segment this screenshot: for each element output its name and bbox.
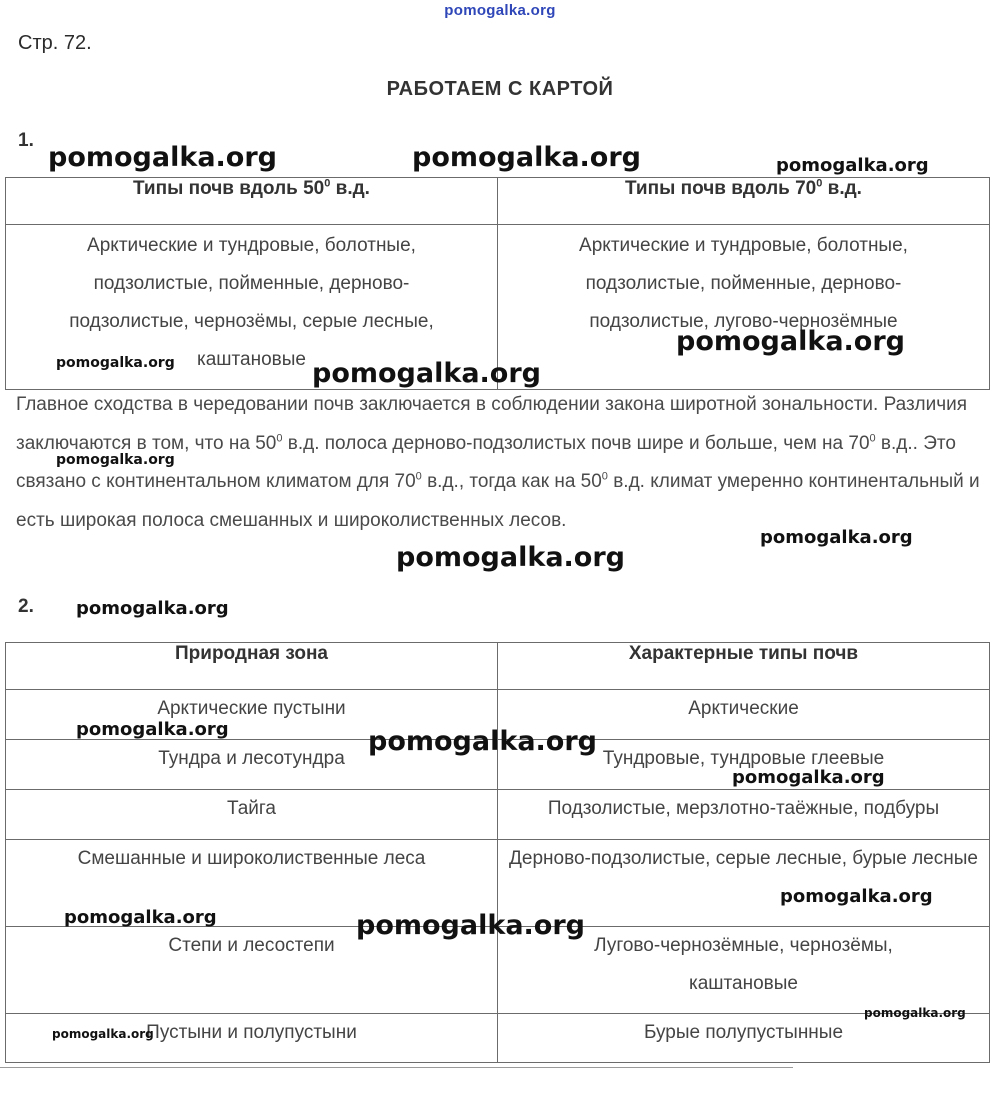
soils-cell: Дерново-подзолистые, серые лесные, бурые лесные: [498, 840, 990, 927]
soils-70-cell: Арктические и тундровые, болотные, подзолистые, пойменные, дерново-подзолистые, лугово-чернозёмные: [498, 225, 990, 390]
comparison-paragraph: Главное сходства в чередовании почв заключается в соблюдении закона широтной зональности. Различия заключаются в том, что на $50^0$ в.д. полоса дерново-подзолистых почв шире и больше, чем на $70^0$ в.д.. Это связано с континентальном климатом для $70^0$ в.д., тогда как на $50^0$ в.д. климат умеренно континентальный и есть широкая полоса смешанных и широколиственных лесов.: [16, 394, 980, 531]
header-soil-types: Характерные типы почв: [498, 643, 990, 690]
header-50-longitude: Типы почв вдоль $50^0$ в.д.: [6, 178, 498, 225]
watermark: pomogalka.org: [356, 910, 585, 941]
watermark: pomogalka.org: [864, 1006, 966, 1020]
soils-50-cell: Арктические и тундровые, болотные, подзолистые, пойменные, дерново-подзолистые, чернозёмы, серые лесные, каштановые: [6, 225, 498, 390]
watermark: pomogalka.org: [676, 326, 905, 357]
soils-cell: Тундровые, тундровые глеевые: [498, 740, 990, 790]
zone-cell: Степи и лесостепи: [6, 927, 498, 1014]
watermark: pomogalka.org: [312, 358, 541, 389]
zone-cell: Тайга: [6, 790, 498, 840]
zone-cell: Пустыни и полупустыни: [6, 1014, 498, 1063]
page-number: Стр. 72.: [18, 32, 92, 54]
watermark: pomogalka.org: [776, 155, 929, 176]
zone-cell: Тундра и лесотундра: [6, 740, 498, 790]
watermark: pomogalka.org: [76, 719, 229, 740]
watermark: pomogalka.org: [56, 452, 175, 468]
bottom-divider: [0, 1067, 793, 1068]
watermark: pomogalka.org: [52, 1027, 154, 1041]
watermark: pomogalka.org: [780, 886, 933, 907]
watermark: pomogalka.org: [412, 142, 641, 173]
task-1-number: 1.: [18, 130, 34, 151]
soils-cell: Бурые полупустынные: [498, 1014, 990, 1063]
table-header-row: [6, 178, 990, 225]
site-link[interactable]: pomogalka.org: [444, 2, 556, 19]
header-natural-zone: Природная зона: [6, 643, 498, 690]
watermark: pomogalka.org: [76, 598, 229, 619]
table-row: [6, 790, 990, 840]
natural-zones-table: [5, 642, 990, 1063]
watermark: pomogalka.org: [56, 355, 175, 371]
soils-cell: Подзолистые, мерзлотно-таёжные, подбуры: [498, 790, 990, 840]
header-70-longitude: Типы почв вдоль $70^0$ в.д.: [498, 178, 990, 225]
watermark: pomogalka.org: [760, 527, 913, 548]
zone-cell: Смешанные и широколиственные леса: [6, 840, 498, 927]
watermark: pomogalka.org: [396, 542, 625, 573]
watermark: pomogalka.org: [368, 726, 597, 757]
watermark: pomogalka.org: [732, 767, 885, 788]
watermark: pomogalka.org: [48, 142, 277, 173]
zone-cell: Арктические пустыни: [6, 690, 498, 740]
page-title: РАБОТАЕМ С КАРТОЙ: [386, 78, 614, 100]
table-header-row: [6, 643, 990, 690]
task-2-number: 2.: [18, 596, 34, 617]
soils-cell: Лугово-чернозёмные, чернозёмы, каштановые: [498, 927, 990, 1014]
soils-cell: Арктические: [498, 690, 990, 740]
watermark: pomogalka.org: [64, 907, 217, 928]
